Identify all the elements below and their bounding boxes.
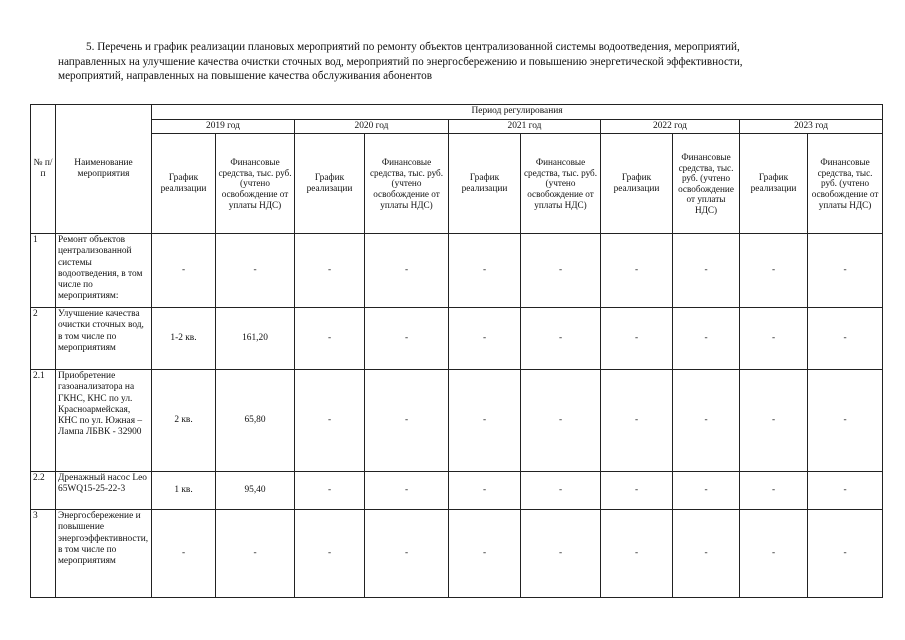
- cell-schedule: -: [601, 234, 673, 308]
- cell-schedule: -: [449, 472, 521, 510]
- cell-finance: -: [521, 510, 601, 598]
- cell-schedule: -: [601, 308, 673, 370]
- cell-schedule: -: [740, 370, 808, 472]
- heading-line-2: направленных на улучшение качества очистки сточных вод, мероприятий по энергосбережению и повышению энергетической эффективности,: [58, 55, 743, 68]
- cell-finance: -: [216, 234, 295, 308]
- subheader-schedule: График реализации: [295, 134, 365, 234]
- cell-schedule: -: [601, 472, 673, 510]
- cell-finance: -: [365, 234, 449, 308]
- table-row: [31, 472, 883, 510]
- cell-finance: -: [808, 510, 883, 598]
- cell-finance: -: [521, 308, 601, 370]
- subheader-finance: Финансовые средства, тыс. руб. (учтено освобождение от уплаты НДС): [521, 134, 601, 234]
- col-header-name: Наименование мероприятия: [56, 105, 152, 234]
- cell-finance: 65,80: [216, 370, 295, 472]
- row-name: Энергосбережение и повышение энергоэффективности, в том числе по мероприятиям: [56, 510, 152, 598]
- cell-schedule: -: [740, 234, 808, 308]
- cell-schedule: -: [295, 472, 365, 510]
- year-header: 2021 год: [449, 120, 601, 134]
- row-number: 2.1: [31, 370, 56, 472]
- subheader-schedule: График реализации: [152, 134, 216, 234]
- col-header-period: Период регулирования: [152, 105, 883, 120]
- cell-schedule: -: [295, 234, 365, 308]
- row-number: 2: [31, 308, 56, 370]
- cell-schedule: 1-2 кв.: [152, 308, 216, 370]
- cell-schedule: -: [152, 234, 216, 308]
- cell-finance: -: [521, 472, 601, 510]
- cell-finance: -: [521, 234, 601, 308]
- heading-line-3: мероприятий, направленных на повышение качества обслуживания абонентов: [58, 70, 432, 83]
- table-row: [31, 234, 883, 308]
- subheader-schedule: График реализации: [601, 134, 673, 234]
- heading-line-1: 5. Перечень и график реализации плановых мероприятий по ремонту объектов централизованной системы водоотведения, мероприятий,: [86, 41, 740, 53]
- year-header: 2023 год: [740, 120, 883, 134]
- cell-schedule: -: [152, 510, 216, 598]
- table-row: [31, 370, 883, 472]
- cell-finance: -: [365, 510, 449, 598]
- subheader-finance: Финансовые средства, тыс. руб. (учтено освобождение от уплаты НДС): [673, 134, 740, 234]
- cell-schedule: -: [601, 510, 673, 598]
- subheader-finance: Финансовые средства, тыс. руб. (учтено освобождение от уплаты НДС): [808, 134, 883, 234]
- cell-finance: -: [216, 510, 295, 598]
- cell-finance: -: [808, 234, 883, 308]
- activities-table: [30, 104, 883, 598]
- cell-finance: -: [808, 472, 883, 510]
- cell-finance: -: [673, 510, 740, 598]
- subheader-schedule: График реализации: [449, 134, 521, 234]
- row-name: Приобретение газоанализатора на ГКНС, КНС по ул. Красноармейская, КНС по ул. Южная – Лампа ЛБВК - 32900: [56, 370, 152, 472]
- cell-schedule: -: [295, 370, 365, 472]
- cell-finance: -: [521, 370, 601, 472]
- col-header-number: № п/ п: [31, 105, 56, 234]
- row-number: 2.2: [31, 472, 56, 510]
- table-row: [31, 308, 883, 370]
- cell-schedule: 1 кв.: [152, 472, 216, 510]
- row-number: 1: [31, 234, 56, 308]
- row-name: Улучшение качества очистки сточных вод, в том числе по мероприятиям: [56, 308, 152, 370]
- cell-schedule: -: [449, 308, 521, 370]
- cell-finance: -: [673, 370, 740, 472]
- cell-schedule: -: [449, 510, 521, 598]
- cell-finance: -: [673, 308, 740, 370]
- cell-finance: -: [365, 472, 449, 510]
- row-name: Дренажный насос Leo 65WQ15-25-22-3: [56, 472, 152, 510]
- cell-finance: -: [365, 308, 449, 370]
- cell-finance: -: [673, 234, 740, 308]
- cell-schedule: -: [449, 234, 521, 308]
- cell-finance: -: [808, 370, 883, 472]
- cell-finance: -: [808, 308, 883, 370]
- cell-finance: 95,40: [216, 472, 295, 510]
- table-row: [31, 510, 883, 598]
- year-header: 2020 год: [295, 120, 449, 134]
- row-number: 3: [31, 510, 56, 598]
- year-header: 2019 год: [152, 120, 295, 134]
- cell-schedule: -: [740, 308, 808, 370]
- cell-schedule: -: [295, 308, 365, 370]
- cell-schedule: -: [740, 510, 808, 598]
- cell-schedule: -: [449, 370, 521, 472]
- subheader-finance: Финансовые средства, тыс. руб. (учтено освобождение от уплаты НДС): [365, 134, 449, 234]
- cell-finance: 161,20: [216, 308, 295, 370]
- year-header: 2022 год: [601, 120, 740, 134]
- cell-schedule: -: [601, 370, 673, 472]
- section-heading: [58, 40, 870, 84]
- cell-schedule: 2 кв.: [152, 370, 216, 472]
- cell-schedule: -: [740, 472, 808, 510]
- cell-schedule: -: [295, 510, 365, 598]
- row-name: Ремонт объектов централизованной системы водоотведения, в том числе по мероприятиям:: [56, 234, 152, 308]
- cell-finance: -: [365, 370, 449, 472]
- subheader-finance: Финансовые средства, тыс. руб. (учтено освобождение от уплаты НДС): [216, 134, 295, 234]
- cell-finance: -: [673, 472, 740, 510]
- subheader-schedule: График реализации: [740, 134, 808, 234]
